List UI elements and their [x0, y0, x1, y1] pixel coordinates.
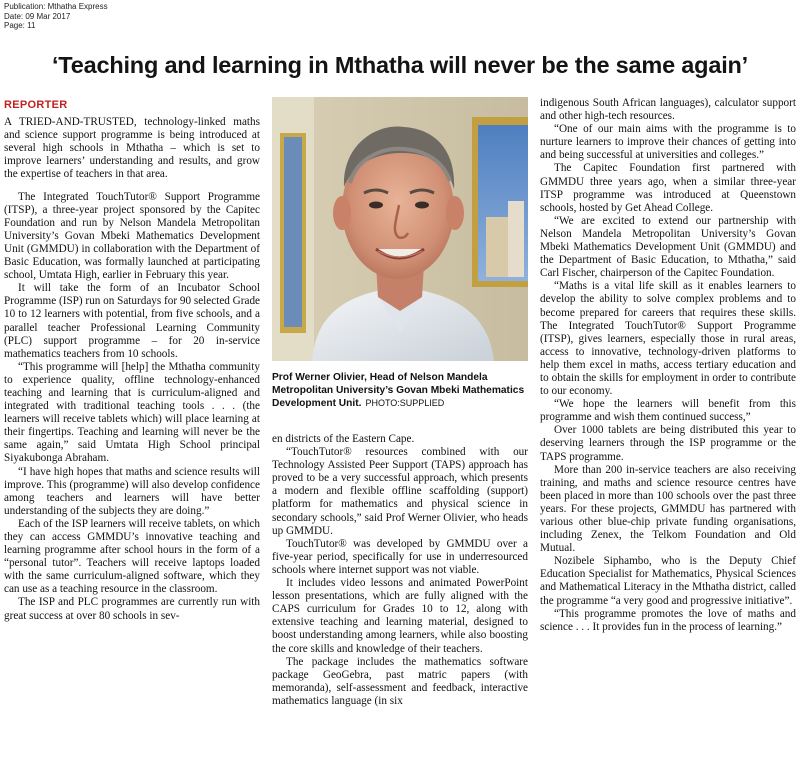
article-paragraph: The Integrated TouchTutor® Support Programme (ITSP), a three-year project sponsored by the Capitec Foundation and run by Nelson Mandela Metropolitan University’s Govan Mbeki Mathematics Development Unit (GMMDU) in collaboration with the Department of Basic Education, was formally launched at participating school, Umtata High, earlier in February this year.: [4, 190, 260, 282]
lead-rest: technology-linked maths and science support programme is being introduced at several high schools in Mthatha – which is set to improve learners’ understanding and results, and grow the expertise of teachers in that area.: [4, 116, 260, 181]
article-paragraph: “I have high hopes that maths and science results will improve. This (programme) will also develop confidence among teachers and learners will have better understanding of the subjects they are doing.”: [4, 465, 260, 517]
article-paragraph: More than 200 in-service teachers are also receiving training, and maths and science resource centres have been placed in more than 100 schools over the past three years. For these projects, GMMDU has partnered with various other blue-chip private funding organisations, including Zenex, the Telkom Foundation and Old Mutual.: [540, 463, 796, 555]
article-paragraph: TouchTutor® was developed by GMMDU over a five-year period, specifically for use in underresourced schools where internet support was not viable.: [272, 537, 528, 576]
article-paragraph: “We hope the learners will benefit from this programme and wish them continued success,”: [540, 398, 796, 424]
publication-label: Publication: Mthatha Express: [4, 2, 108, 11]
photo-caption: [272, 372, 528, 411]
article-paragraph: Nozibele Siphambo, who is the Deputy Chief Education Specialist for Mathematics, Physical Sciences and Mathematical Literacy in the Mthatha district, called the programme “a very good and progressive initiative”.: [540, 555, 796, 607]
article-paragraph: The Capitec Foundation first partnered with GMMDU three years ago, when a similar three-year ITSP programme was introduced at Queenstown schools, hosted by Get Ahead College.: [540, 162, 796, 214]
article-paragraph: “This programme promotes the love of maths and science . . . It provides fun in the process of learning.”: [540, 607, 796, 633]
portrait-photo: [272, 97, 528, 361]
article-column-2: [272, 433, 528, 708]
article-paragraph: It will take the form of an Incubator School Programme (ISP) run on Saturdays for 90 selected Grade 10 to 12 learners with potential, from five schools, and a parallel teacher Professional Learning Community (PLC) support programme – for 20 in-service mathematics teachers from 10 schools.: [4, 282, 261, 360]
article-paragraph: indigenous South African languages), calculator support and other high-tech resources.: [540, 97, 796, 123]
byline: REPORTER: [4, 99, 68, 111]
article-paragraph: “One of our main aims with the programme is to nurture learners to improve their chances of getting into and being successful at universities and colleges.”: [540, 123, 796, 162]
caption-text: Prof Werner Olivier, Head of Nelson Mandela Metropolitan University’s Govan Mbeki Mathematics Development Unit.: [272, 372, 525, 410]
article-paragraph: “We are excited to extend our partnership with Nelson Mandela Metropolitan University’s Govan Mbeki Mathematics Development Unit (GMMDU) and the Department of Basic Education, to Mthatha,” said Carl Fischer, chairperson of the Capitec Foundation.: [540, 214, 796, 280]
article-paragraph: Each of the ISP learners will receive tablets, on which they can access GMMDU’s innovative teaching and learning programme after school hours in the form of a “personal tutor”. Teachers will receive laptops loaded with the same curriculum-aligned software, which they can use as a teaching resource in the classroom.: [4, 517, 260, 596]
article-paragraph: Over 1000 tablets are being distributed this year to deserving learners through the ISP programme or the TAPS programme.: [540, 424, 796, 463]
lead-caps: A TRIED-AND-TRUSTED,: [4, 116, 137, 129]
article-paragraph: “This programme will [help] the Mthatha community to experience quality, offline technology-enhanced teaching and learning that is curriculum-aligned and integrated with traditional teaching tools . . . (the learners will receive tablets which) will place learning at their fingertips. Teaching and learning will never be the same again,” said Umtata High School principal Siyakubonga Abraham.: [4, 360, 260, 465]
headline: ‘Teaching and learning in Mthatha will never be the same again’: [51, 52, 749, 78]
article-paragraph: It includes video lessons and animated PowerPoint lesson presentations, which are fully aligned with the CAPS curriculum for Grades 10 to 12, along with extensive teaching and learning material, designed to boost understanding among learners, while also boosting the core skills and knowledge of their teachers.: [272, 577, 528, 655]
article-paragraph: “Maths is a vital life skill as it enables learners to develop the ability to solve complex problems and to become prepared for careers that requires these skills. The Integrated TouchTutor® Support Programme (ITSP), gives learners, especially those in rural areas, access to innovative, technology-driven platforms to help them excel in maths, access tertiary education and to obtain the skills for employment in order to contribute to our economy.: [540, 280, 796, 398]
portrait-illustration: [272, 97, 528, 361]
article-column-3: [540, 97, 796, 634]
article-paragraph: The ISP and PLC programmes are currently run with great success at over 80 schools in sev-: [4, 596, 260, 622]
page-label: Page: 11: [4, 21, 36, 30]
article-column-1: [4, 97, 260, 623]
clipping-metadata: [4, 2, 108, 31]
article-paragraph: “TouchTutor® resources combined with our Technology Assisted Peer Support (TAPS) approach has proved to be a very successful approach, which presents a modern and flexible offline scaffolding (support) platform for mathematics and physical science in secondary schools,” said Prof Werner Olivier, who heads up GMMDU.: [272, 446, 528, 537]
photo-credit: PHOTO:SUPPLIED: [365, 398, 445, 409]
article-paragraph: en districts of the Eastern Cape.: [272, 433, 415, 445]
article-paragraph: The package includes the mathematics software package GeoGebra, past matric papers (with memoranda), self-assessment and feedback, interactive mathematics language (in six: [272, 655, 528, 707]
date-label: Date: 09 Mar 2017: [4, 11, 71, 21]
lead-paragraph: [4, 116, 260, 181]
